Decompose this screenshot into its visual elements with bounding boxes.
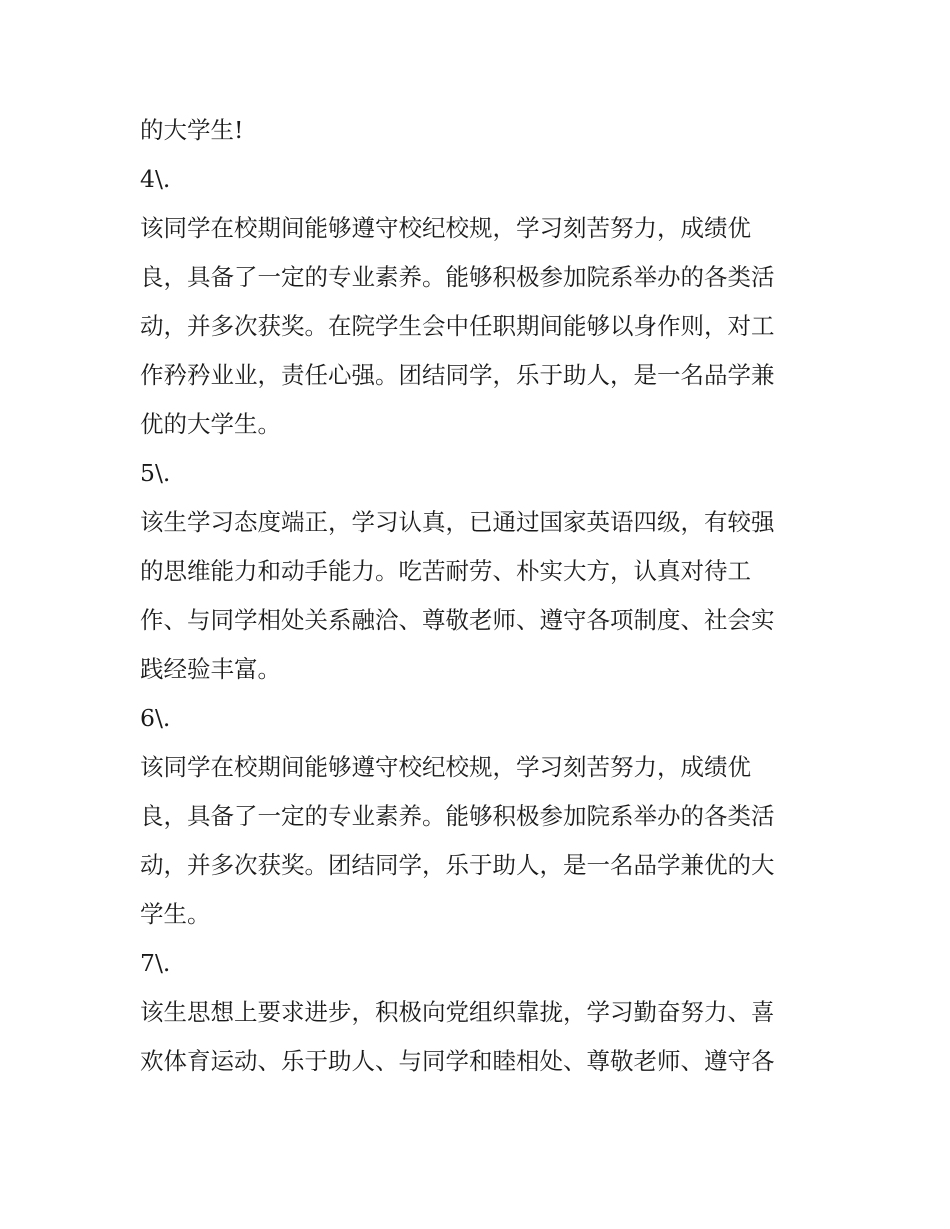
item-number: 4\. — [140, 165, 171, 193]
text-line: 践经验丰富。 — [140, 655, 281, 683]
text-line: 学生。 — [140, 900, 211, 928]
text-line: 良，具备了一定的专业素养。能够积极参加院系举办的各类活 — [140, 263, 775, 291]
item-number: 6\. — [140, 704, 171, 732]
text-line: 作、与同学相处关系融洽、尊敬老师、遵守各项制度、社会实 — [140, 606, 775, 634]
text-line: 作矜矜业业，责任心强。团结同学，乐于助人，是一名品学兼 — [140, 361, 775, 389]
text-line: 欢体育运动、乐于助人、与同学和睦相处、尊敬老师、遵守各 — [140, 1047, 775, 1075]
text-line: 该生学习态度端正，学习认真，已通过国家英语四级，有较强 — [140, 508, 775, 536]
text-line: 该同学在校期间能够遵守校纪校规，学习刻苦努力，成绩优 — [140, 753, 751, 781]
text-line: 该同学在校期间能够遵守校纪校规，学习刻苦努力，成绩优 — [140, 214, 751, 242]
document-body — [140, 106, 812, 1086]
text-line: 的思维能力和动手能力。吃苦耐劳、朴实大方，认真对待工 — [140, 557, 751, 585]
item-number: 7\. — [140, 949, 171, 977]
text-line: 动，并多次获奖。在院学生会中任职期间能够以身作则，对工 — [140, 312, 775, 340]
text-line: 优的大学生。 — [140, 410, 281, 438]
text-line: 良，具备了一定的专业素养。能够积极参加院系举办的各类活 — [140, 802, 775, 830]
text-line: 的大学生! — [140, 116, 244, 144]
text-line: 动，并多次获奖。团结同学，乐于助人，是一名品学兼优的大 — [140, 851, 775, 879]
text-line: 该生思想上要求进步，积极向党组织靠拢，学习勤奋努力、喜 — [140, 998, 775, 1026]
item-number: 5\. — [140, 459, 171, 487]
